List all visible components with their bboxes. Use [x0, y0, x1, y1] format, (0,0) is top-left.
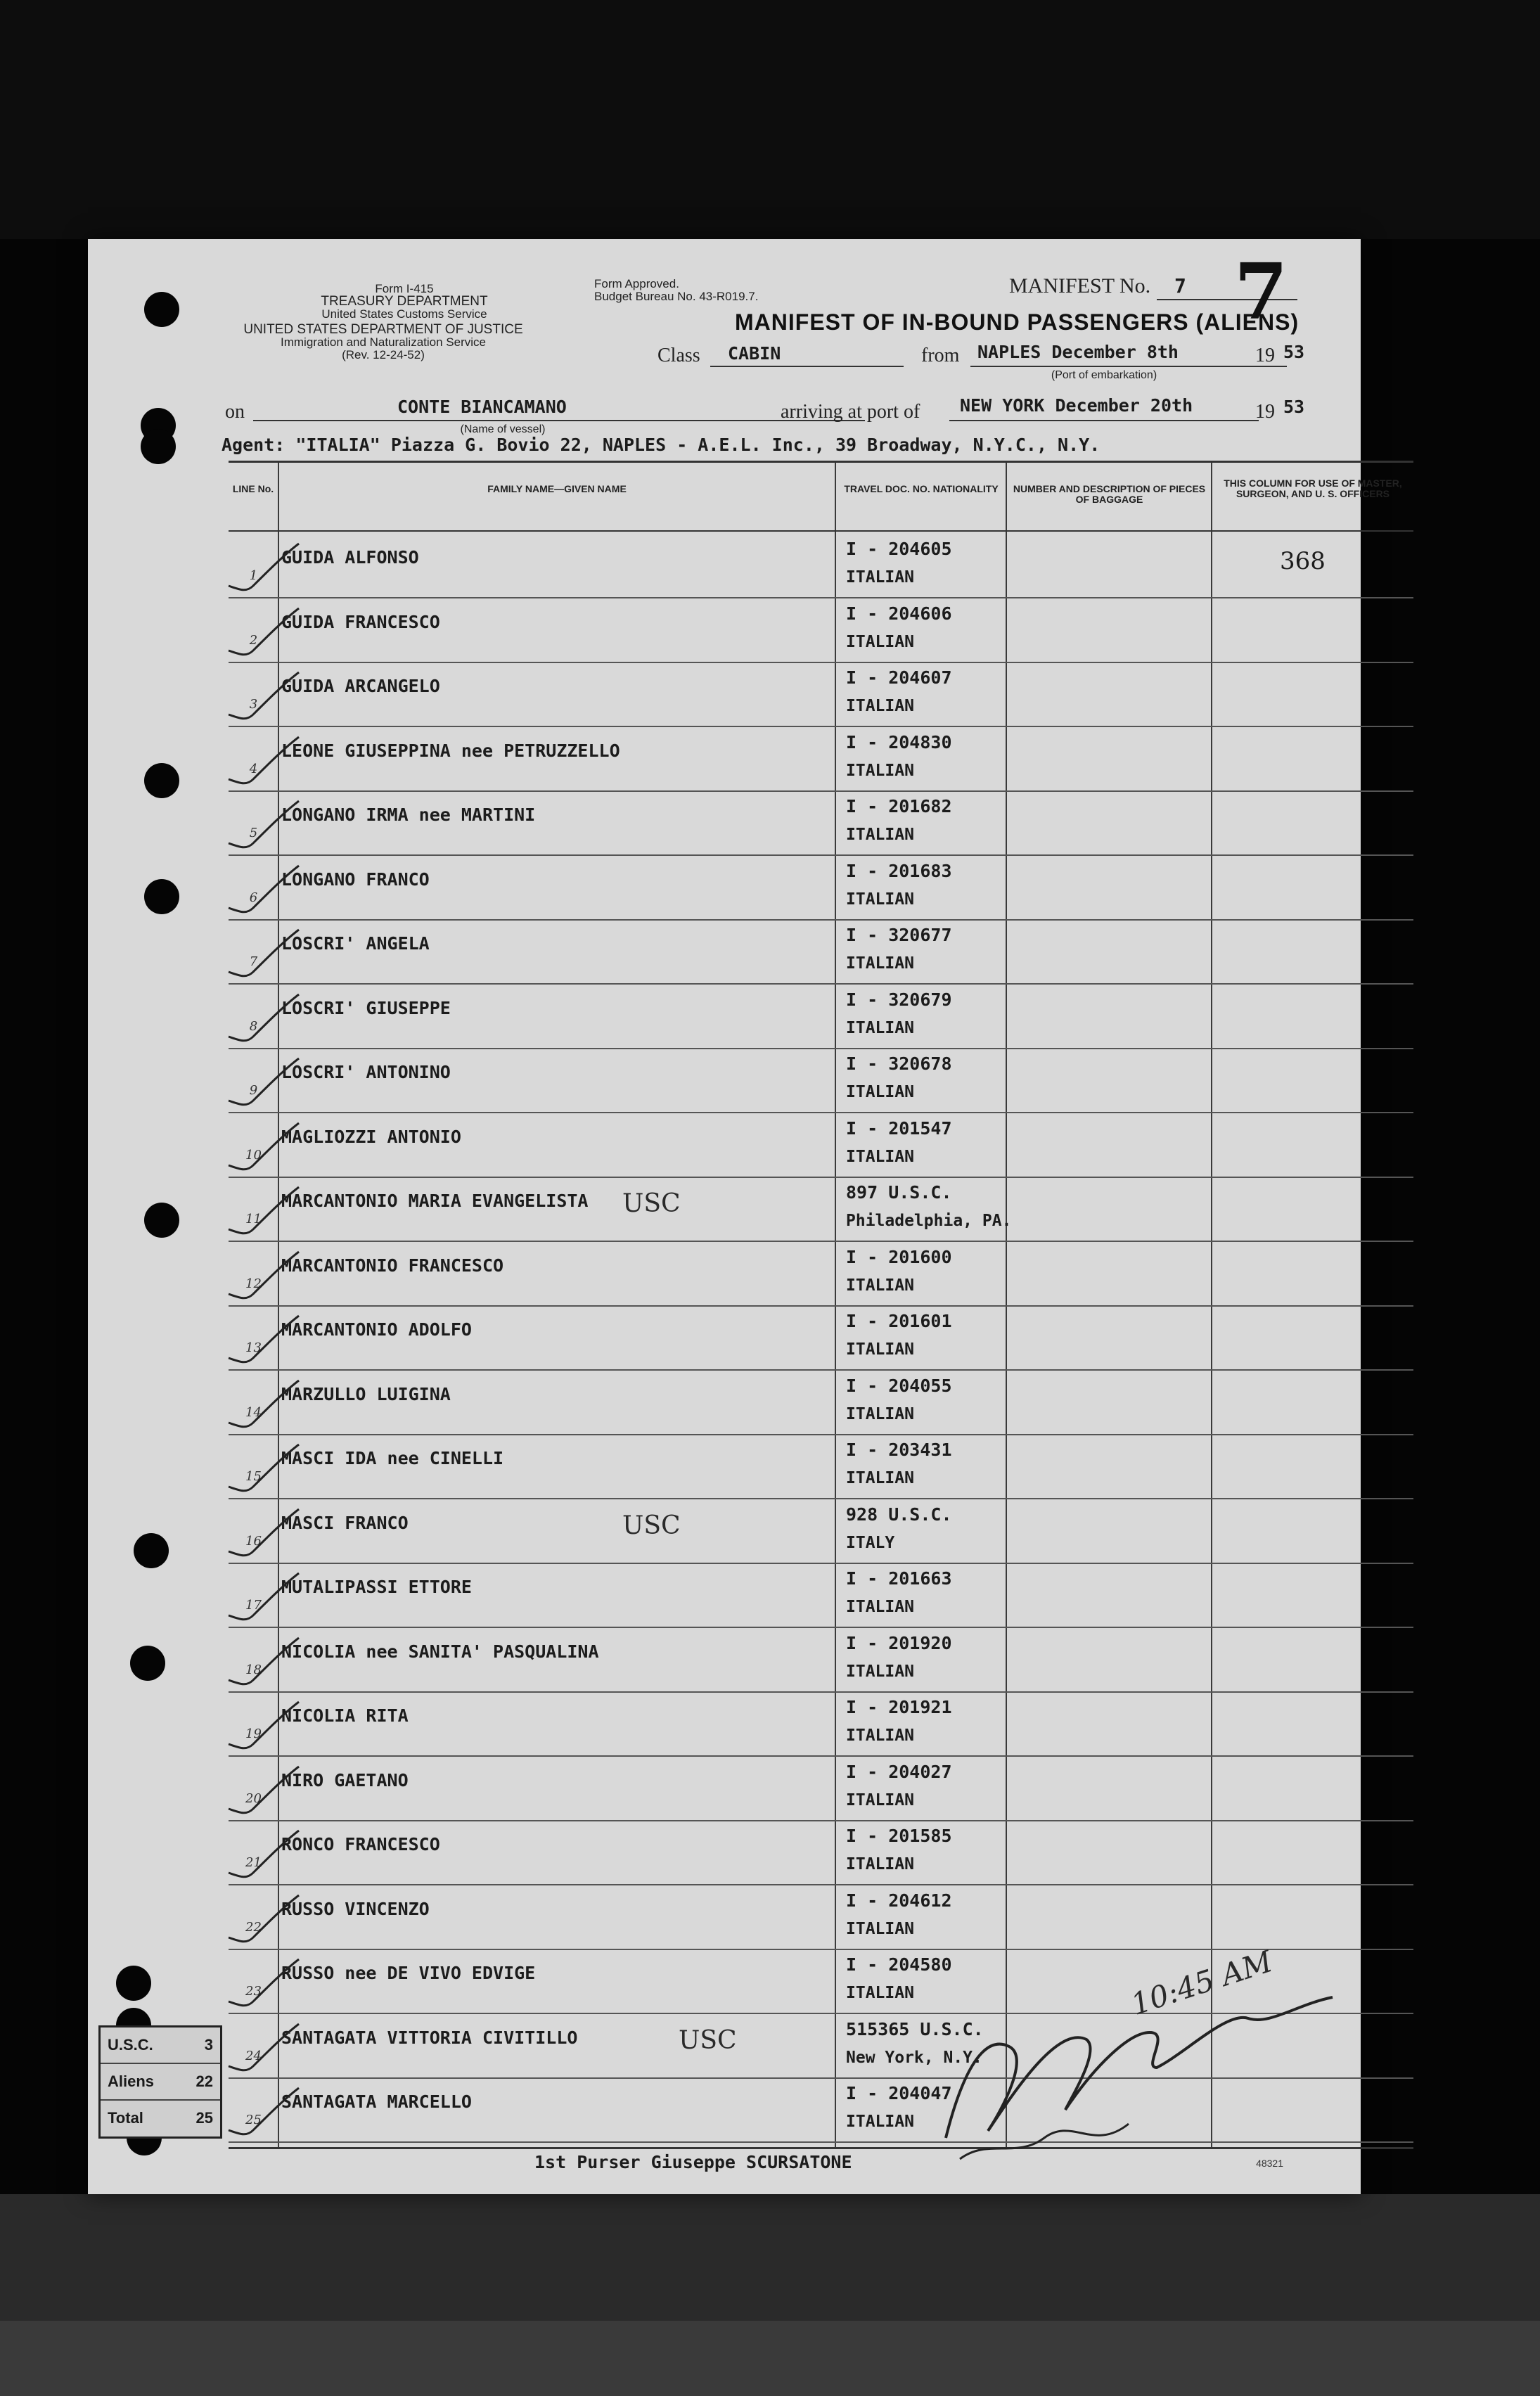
- nationality: ITALIAN: [846, 568, 914, 587]
- passenger-name: GUIDA ALFONSO: [281, 547, 419, 568]
- inspector-signature: [918, 1927, 1340, 2180]
- table-row: [229, 533, 1413, 598]
- dept-justice-label: UNITED STATES DEPARTMENT OF JUSTICE: [243, 322, 523, 337]
- line-number: 4: [249, 761, 258, 776]
- passenger-name: MASCI IDA nee CINELLI: [281, 1448, 504, 1468]
- class-underline: [710, 366, 904, 367]
- line-number: 25: [245, 2113, 262, 2127]
- travel-doc-no: I - 201682: [846, 796, 952, 816]
- nationality: ITALIAN: [846, 954, 914, 973]
- manifest-no-value: 7: [1174, 274, 1186, 297]
- check-mark-icon: [225, 923, 302, 986]
- nationality: ITALIAN: [846, 1984, 914, 2002]
- col-header-officers: THIS COLUMN FOR USE OF MASTER, SURGEON, AND U. S. OFFICERS: [1224, 478, 1402, 499]
- check-mark-icon: [225, 1502, 302, 1565]
- usc-annotation: USC: [622, 1189, 681, 1218]
- passenger-name: GUIDA FRANCESCO: [281, 611, 440, 632]
- passenger-name: MARCANTONIO ADOLFO: [281, 1319, 472, 1340]
- travel-doc-no: I - 201547: [846, 1117, 952, 1139]
- check-mark-icon: [225, 1824, 302, 1887]
- travel-doc-no: I - 203431: [846, 1440, 952, 1460]
- line-number: 13: [245, 1340, 262, 1355]
- line-number: 6: [249, 890, 258, 905]
- nationality: ITALIAN: [846, 890, 914, 909]
- usc-annotation: USC: [622, 1511, 681, 1540]
- passenger-name: MARCANTONIO MARIA EVANGELISTA: [281, 1191, 589, 1211]
- passenger-name: LOSCRI' ANGELA: [281, 933, 430, 954]
- usc-annotation: USC: [679, 2025, 737, 2055]
- stamp-total-value: 25: [195, 2109, 213, 2127]
- year-prefix-2: 19: [1255, 401, 1275, 423]
- table-row: [229, 984, 1413, 1049]
- form-id-block: [292, 283, 517, 321]
- check-mark-icon: [225, 1309, 302, 1372]
- passenger-name: MAGLIOZZI ANTONIO: [281, 1126, 461, 1147]
- check-mark-icon: [225, 859, 302, 922]
- stamp-aliens-label: Aliens: [108, 2073, 155, 2090]
- stamp-total-label: Total: [108, 2109, 143, 2127]
- line-number: 22: [245, 1919, 262, 1935]
- table-row: [229, 1499, 1413, 1564]
- table-row: [229, 790, 1413, 856]
- nationality: ITALIAN: [846, 1855, 914, 1873]
- check-mark-icon: [225, 1180, 302, 1243]
- year-value-2: 53: [1283, 397, 1305, 417]
- nationality: ITALIAN: [846, 1598, 914, 1616]
- budget-bureau-label: Budget Bureau No. 43-R019.7.: [594, 290, 759, 303]
- line-number: 5: [249, 826, 258, 840]
- customs-label: United States Customs Service: [321, 307, 487, 321]
- line-number: 15: [245, 1469, 262, 1484]
- nationality: ITALIAN: [846, 632, 914, 651]
- vessel-underline: [253, 420, 865, 421]
- nationality: ITALIAN: [846, 1726, 914, 1745]
- approval-block: [594, 278, 791, 303]
- punch-hole: [130, 1646, 165, 1681]
- line-number: 1: [249, 568, 258, 583]
- line-number: 24: [245, 2048, 262, 2063]
- punch-hole: [144, 292, 179, 327]
- line-number: 2: [249, 632, 258, 648]
- passenger-table: [229, 461, 1413, 2149]
- passenger-name: MARZULLO LUIGINA: [281, 1383, 451, 1404]
- purser-footer: 1st Purser Giuseppe SCURSATONE: [534, 2152, 852, 2172]
- line-number: 19: [245, 1726, 262, 1741]
- passenger-name: NICOLIA nee SANITA' PASQUALINA: [281, 1641, 599, 1662]
- year-value-1: 53: [1283, 342, 1305, 362]
- officer-note: 368: [1280, 547, 1326, 575]
- manifest-title: MANIFEST OF IN-BOUND PASSENGERS (ALIENS): [735, 309, 1300, 335]
- col-header-name: FAMILY NAME—GIVEN NAME: [487, 483, 627, 494]
- travel-doc-no: 897 U.S.C.: [846, 1182, 952, 1203]
- handwritten-manifest-no: 7: [1234, 246, 1288, 337]
- passenger-name: NICOLIA RITA: [281, 1705, 409, 1726]
- nationality: ITALIAN: [846, 1018, 914, 1037]
- travel-doc-no: I - 204605: [846, 539, 952, 559]
- passenger-name: NIRO GAETANO: [281, 1769, 409, 1790]
- table-row: [229, 855, 1413, 921]
- on-label: on: [225, 401, 245, 423]
- stamp-row-aliens: [101, 2064, 220, 2101]
- travel-doc-no: I - 204027: [846, 1761, 952, 1782]
- line-number: 20: [245, 1790, 262, 1806]
- nationality: ITALIAN: [846, 697, 914, 715]
- nationality: ITALIAN: [846, 1147, 914, 1166]
- line-number: 16: [245, 1533, 262, 1549]
- line-number: 9: [249, 1083, 258, 1098]
- header-rule: [229, 530, 1413, 532]
- passenger-name: SANTAGATA MARCELLO: [281, 2091, 472, 2112]
- table-row: [229, 1820, 1413, 1885]
- line-number: 12: [245, 1276, 262, 1291]
- agent-line: Agent: "ITALIA" Piazza G. Bovio 22, NAPLES - A.E.L. Inc., 39 Broadway, N.Y.C., N.Y.: [222, 435, 1101, 455]
- revision-label: (Rev. 12-24-52): [342, 348, 425, 361]
- passenger-name: RUSSO nee DE VIVO EDVIGE: [281, 1963, 536, 1983]
- check-mark-icon: [225, 730, 302, 793]
- nationality: ITALIAN: [846, 1662, 914, 1681]
- col-header-line-no: LINE No.: [232, 483, 274, 494]
- ins-label: Immigration and Naturalization Service: [281, 335, 486, 349]
- passenger-name: MASCI FRANCO: [281, 1512, 409, 1533]
- check-mark-icon: [225, 1245, 302, 1308]
- passenger-name: MUTALIPASSI ETTORE: [281, 1577, 472, 1597]
- punch-hole: [144, 1203, 179, 1238]
- travel-doc-no: 928 U.S.C.: [846, 1504, 952, 1525]
- nationality: ITALIAN: [846, 1404, 914, 1423]
- passenger-name: RUSSO VINCENZO: [281, 1898, 430, 1919]
- stamp-usc-label: U.S.C.: [108, 2036, 153, 2054]
- nationality: ITALY: [846, 1533, 895, 1552]
- nationality: ITALIAN: [846, 1790, 914, 1809]
- dept-block: [222, 323, 545, 361]
- form-serial: 48321: [1256, 2158, 1283, 2169]
- check-mark-icon: [225, 1437, 302, 1501]
- punch-hole: [144, 763, 179, 798]
- punch-hole: [116, 1966, 151, 2001]
- from-value: NAPLES December 8th: [977, 342, 1179, 362]
- check-mark-icon: [225, 1566, 302, 1629]
- stamp-row-usc: [101, 2027, 220, 2064]
- from-label: from: [921, 345, 960, 366]
- check-mark-icon: [225, 665, 302, 729]
- passenger-name: LOSCRI' ANTONINO: [281, 1062, 451, 1082]
- travel-doc-no: I - 204047: [846, 2083, 952, 2103]
- table-row: [229, 1756, 1413, 1821]
- check-mark-icon: [225, 537, 302, 600]
- col-header-baggage: NUMBER AND DESCRIPTION OF PIECES OF BAGGAGE: [1013, 483, 1206, 505]
- travel-doc-no: I - 201600: [846, 1246, 952, 1267]
- passenger-name: LOSCRI' GIUSEPPE: [281, 997, 451, 1018]
- port-caption: (Port of embarkation): [1051, 369, 1157, 381]
- travel-doc-no: I - 204606: [846, 603, 952, 624]
- nationality: ITALIAN: [846, 1919, 914, 1938]
- approved-label: Form Approved.: [594, 277, 679, 290]
- check-mark-icon: [225, 1116, 302, 1179]
- nationality: ITALIAN: [846, 826, 914, 844]
- table-row: [229, 662, 1413, 727]
- check-mark-icon: [225, 1760, 302, 1823]
- line-number: 10: [245, 1147, 262, 1162]
- vessel-name: CONTE BIANCAMANO: [397, 397, 567, 417]
- table-row: [229, 1563, 1413, 1628]
- travel-doc-no: I - 320677: [846, 925, 952, 945]
- travel-doc-no: I - 201920: [846, 1632, 952, 1653]
- table-row: [229, 1434, 1413, 1499]
- year-prefix-1: 19: [1255, 345, 1275, 366]
- punch-hole: [141, 429, 176, 464]
- stamp-usc-value: 3: [204, 2036, 213, 2054]
- line-number: 7: [249, 954, 258, 969]
- nationality: Philadelphia, PA.: [846, 1212, 1012, 1230]
- travel-doc-no: I - 204612: [846, 1890, 952, 1911]
- check-mark-icon: [225, 1051, 302, 1115]
- table-row: [229, 1177, 1413, 1242]
- nationality: ITALIAN: [846, 1083, 914, 1101]
- table-row: [229, 726, 1413, 792]
- line-number: 3: [249, 697, 258, 712]
- check-mark-icon: [225, 1888, 302, 1952]
- line-number: 23: [245, 1984, 262, 1999]
- table-row: [229, 1241, 1413, 1307]
- nationality: ITALIAN: [846, 1340, 914, 1359]
- line-number: 11: [245, 1212, 262, 1226]
- check-mark-icon: [225, 987, 302, 1051]
- travel-doc-no: I - 201585: [846, 1826, 952, 1846]
- table-row: [229, 1113, 1413, 1178]
- travel-doc-no: I - 320678: [846, 1053, 952, 1074]
- travel-doc-no: I - 201663: [846, 1568, 952, 1589]
- check-mark-icon: [225, 794, 302, 857]
- from-underline: [970, 366, 1287, 367]
- stamp-row-total: [101, 2101, 220, 2136]
- nationality: ITALIAN: [846, 2113, 914, 2131]
- line-number: 8: [249, 1018, 258, 1034]
- col-header-travel-doc: TRAVEL DOC. NO. NATIONALITY: [844, 483, 999, 494]
- travel-doc-no: I - 204830: [846, 731, 952, 752]
- nationality: ITALIAN: [846, 1276, 914, 1295]
- table-row: [229, 1691, 1413, 1757]
- travel-doc-no: I - 201601: [846, 1311, 952, 1331]
- nationality: New York, N.Y.: [846, 2048, 982, 2067]
- table-row: [229, 1627, 1413, 1693]
- treasury-label: TREASURY DEPARTMENT: [321, 294, 488, 309]
- vessel-caption: (Name of vessel): [460, 423, 546, 435]
- passenger-name: SANTAGATA VITTORIA CIVITILLO: [281, 2027, 578, 2048]
- passenger-name: GUIDA ARCANGELO: [281, 676, 440, 696]
- table-row: [229, 1370, 1413, 1435]
- manifest-no-label: MANIFEST No.: [1009, 274, 1151, 297]
- travel-doc-no: I - 204055: [846, 1375, 952, 1396]
- arriving-underline: [949, 420, 1259, 421]
- class-value: CABIN: [728, 343, 781, 364]
- check-mark-icon: [225, 1695, 302, 1758]
- table-row: [229, 919, 1413, 985]
- check-mark-icon: [225, 1631, 302, 1694]
- table-row: [229, 1305, 1413, 1371]
- travel-doc-no: I - 204607: [846, 667, 952, 688]
- travel-doc-no: I - 320679: [846, 989, 952, 1010]
- nationality: ITALIAN: [846, 761, 914, 780]
- table-row: [229, 1048, 1413, 1113]
- punch-hole: [144, 879, 179, 914]
- line-number: 14: [245, 1404, 262, 1420]
- form-number-label: Form I-415: [375, 282, 434, 295]
- passenger-name: LONGANO IRMA nee MARTINI: [281, 805, 536, 825]
- arriving-value: NEW YORK December 20th: [960, 395, 1193, 416]
- travel-doc-no: I - 201921: [846, 1697, 952, 1717]
- nationality: ITALIAN: [846, 1469, 914, 1487]
- table-row: [229, 598, 1413, 663]
- passenger-name: LEONE GIUSEPPINA nee PETRUZZELLO: [281, 740, 620, 761]
- check-mark-icon: [225, 601, 302, 665]
- check-mark-icon: [225, 2081, 302, 2144]
- stamp-aliens-value: 22: [195, 2073, 213, 2090]
- check-mark-icon: [225, 1373, 302, 1437]
- check-mark-icon: [225, 2017, 302, 2080]
- travel-doc-no: I - 201683: [846, 860, 952, 881]
- manifest-page: [88, 239, 1402, 2194]
- count-stamp: [98, 2025, 222, 2139]
- passenger-name: LONGANO FRANCO: [281, 869, 430, 890]
- line-number: 17: [245, 1598, 262, 1613]
- inspection-time: 10:45 AM: [1127, 1944, 1277, 2022]
- film-border-bottom-dark: [0, 2321, 1540, 2396]
- check-mark-icon: [225, 1952, 302, 2016]
- film-border-top: [0, 0, 1540, 239]
- line-number: 18: [245, 1662, 262, 1677]
- travel-doc-no: I - 204580: [846, 1954, 952, 1975]
- passenger-name: RONCO FRANCESCO: [281, 1834, 440, 1854]
- line-number: 21: [245, 1855, 262, 1870]
- class-label: Class: [657, 345, 700, 366]
- arriving-label: arriving at port of: [781, 401, 920, 423]
- passenger-name: MARCANTONIO FRANCESCO: [281, 1255, 504, 1276]
- travel-doc-no: 515365 U.S.C.: [846, 2018, 984, 2039]
- punch-hole: [134, 1533, 169, 1568]
